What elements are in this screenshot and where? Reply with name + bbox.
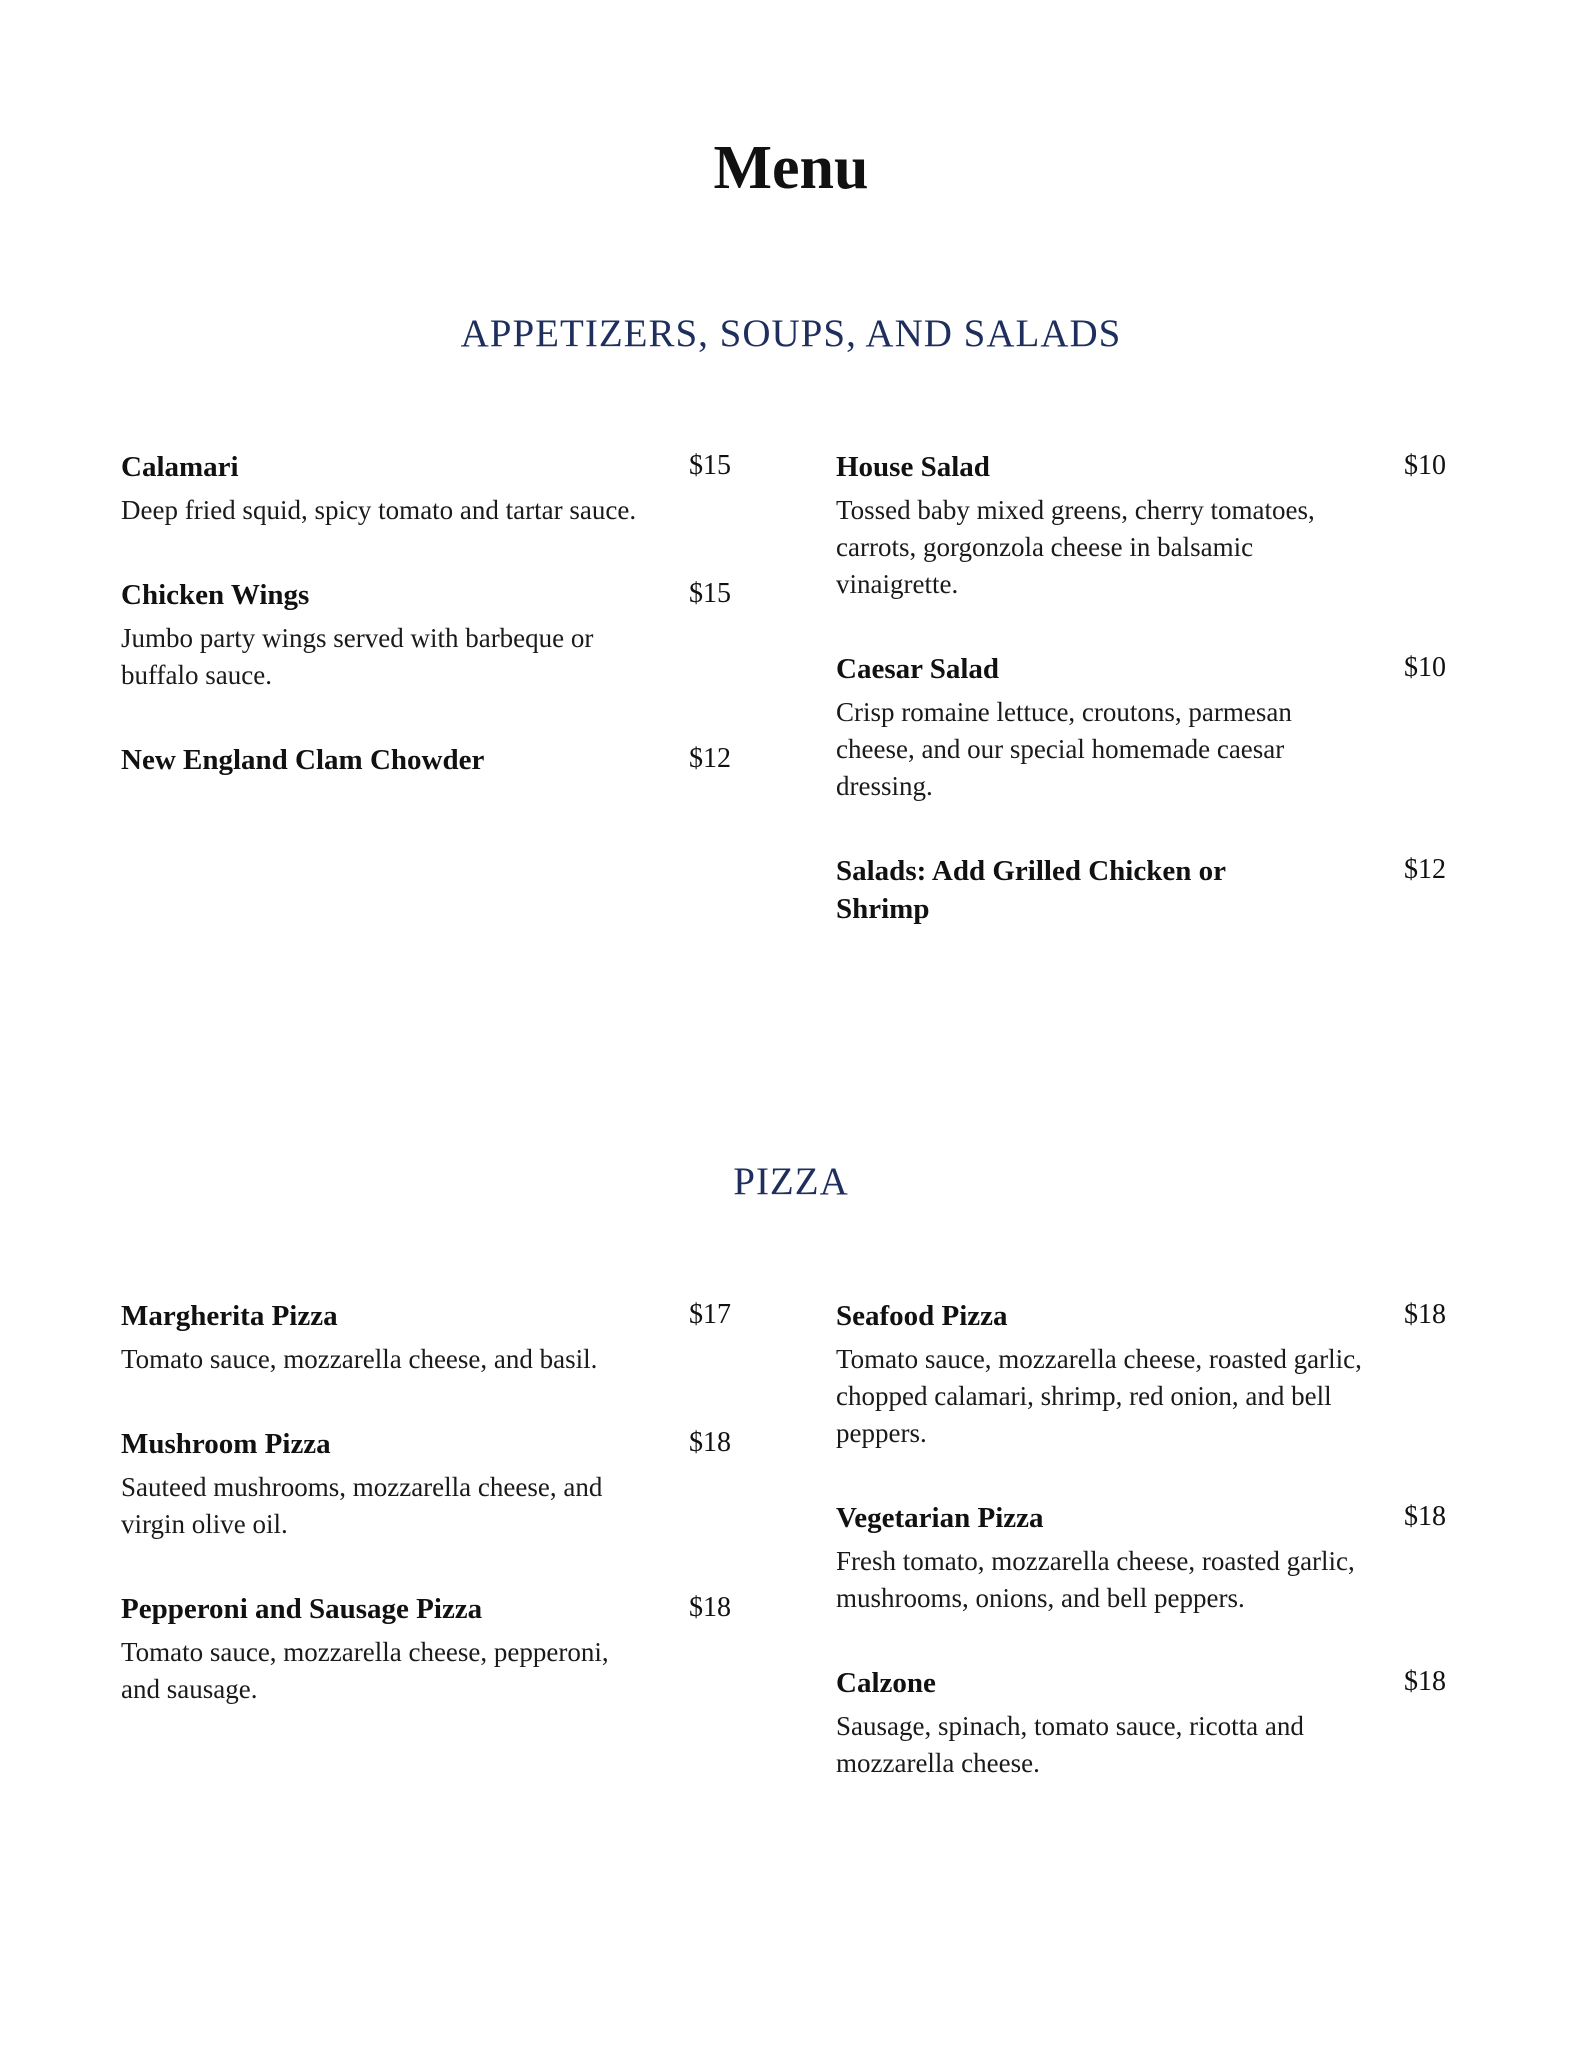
item-name: New England Clam Chowder	[121, 744, 485, 776]
item-price: $18	[1404, 1501, 1446, 1532]
pizza-left-column	[121, 1297, 731, 1708]
item-description: Sausage, spinach, tomato sauce, ricotta and mozzarella cheese.	[836, 1711, 1304, 1778]
item-price: $10	[1404, 652, 1446, 683]
item-price: $15	[689, 578, 731, 609]
item-price: $18	[1404, 1666, 1446, 1697]
item-price: $12	[689, 743, 731, 774]
item-name: Pepperoni and Sausage Pizza	[121, 1593, 483, 1625]
menu-item-seafood-pizza	[836, 1297, 1446, 1452]
menu-item-pepperoni-sausage-pizza	[121, 1590, 731, 1708]
item-description: Jumbo party wings served with barbeque or buffalo sauce.	[121, 623, 594, 690]
menu-item-house-salad	[836, 448, 1446, 603]
item-name: Calamari	[121, 451, 239, 483]
menu-item-chicken-wings	[121, 576, 731, 694]
item-price: $12	[1404, 854, 1446, 885]
item-name: Caesar Salad	[836, 653, 1000, 685]
item-name: Calzone	[836, 1667, 936, 1699]
menu-item-caesar-salad	[836, 650, 1446, 805]
item-price: $15	[689, 450, 731, 481]
item-name: Salads: Add Grilled Chicken or Shrimp	[836, 855, 1226, 925]
menu-item-salad-add-on	[836, 852, 1446, 928]
item-description: Tossed baby mixed greens, cherry tomatoes, carrots, gorgonzola cheese in balsamic vinaigrette.	[836, 495, 1315, 599]
item-price: $18	[689, 1592, 731, 1623]
menu-item-margherita-pizza	[121, 1297, 731, 1378]
item-price: $17	[689, 1299, 731, 1330]
pizza-right-column	[836, 1297, 1446, 1782]
item-price: $18	[1404, 1299, 1446, 1330]
item-description: Fresh tomato, mozzarella cheese, roasted garlic, mushrooms, onions, and bell peppers.	[836, 1546, 1355, 1613]
item-description: Sauteed mushrooms, mozzarella cheese, and virgin olive oil.	[121, 1472, 603, 1539]
item-name: Margherita Pizza	[121, 1300, 338, 1332]
item-description: Tomato sauce, mozzarella cheese, and basil.	[121, 1344, 598, 1374]
item-name: Mushroom Pizza	[121, 1428, 331, 1460]
appetizers-left-column	[121, 448, 731, 779]
item-description: Crisp romaine lettuce, croutons, parmesan cheese, and our special homemade caesar dressing.	[836, 697, 1292, 801]
item-description: Tomato sauce, mozzarella cheese, pepperoni, and sausage.	[121, 1637, 609, 1704]
item-price: $18	[689, 1427, 731, 1458]
menu-item-vegetarian-pizza	[836, 1499, 1446, 1617]
item-description: Deep fried squid, spicy tomato and tartar sauce.	[121, 495, 637, 525]
menu-item-calamari	[121, 448, 731, 529]
item-name: Vegetarian Pizza	[836, 1502, 1044, 1534]
section-heading-appetizers: APPETIZERS, SOUPS, AND SALADS	[460, 312, 1122, 355]
item-name: House Salad	[836, 451, 990, 483]
item-name: Seafood Pizza	[836, 1300, 1008, 1332]
item-price: $10	[1404, 450, 1446, 481]
appetizers-right-column	[836, 448, 1446, 928]
menu-item-clam-chowder	[121, 741, 731, 779]
menu-item-calzone	[836, 1664, 1446, 1782]
page-title: Menu	[713, 134, 869, 202]
menu-item-mushroom-pizza	[121, 1425, 731, 1543]
item-name: Chicken Wings	[121, 579, 310, 611]
section-heading-pizza: PIZZA	[733, 1160, 849, 1203]
item-description: Tomato sauce, mozzarella cheese, roasted garlic, chopped calamari, shrimp, red onion, and bell peppers.	[836, 1344, 1362, 1448]
